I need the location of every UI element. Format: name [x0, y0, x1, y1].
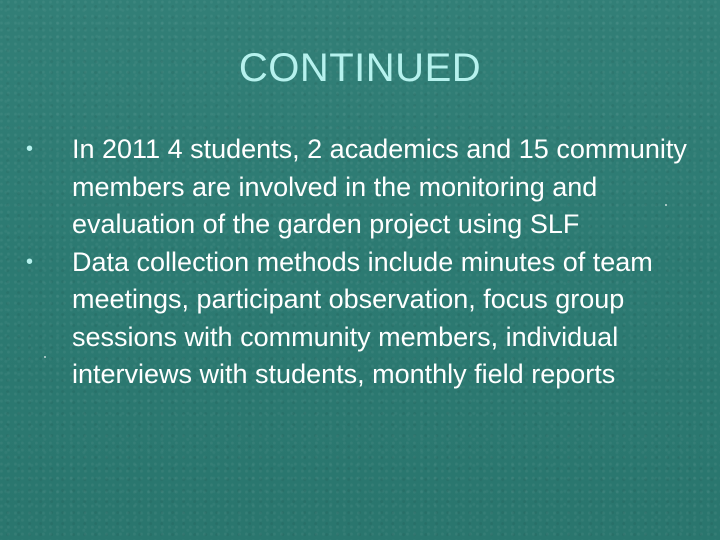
bullet-text: Data collection methods include minutes of team meetings, participant observation, focus group sessions with community members, individual interviews with students, monthly field reports: [72, 246, 653, 389]
bullet-list: [20, 131, 700, 394]
bullet-dot-icon: •: [26, 250, 34, 273]
decorative-speck: [665, 204, 667, 206]
bullet-item: [20, 244, 700, 394]
bullet-item: [20, 131, 700, 244]
slide-title: CONTINUED: [238, 46, 482, 90]
decorative-speck: [44, 356, 46, 358]
bullet-dot-icon: •: [26, 138, 34, 160]
bullet-text: In 2011 4 students, 2 academics and 15 community members are involved in the monitoring and evaluation of the garden project using SLF: [72, 134, 687, 239]
